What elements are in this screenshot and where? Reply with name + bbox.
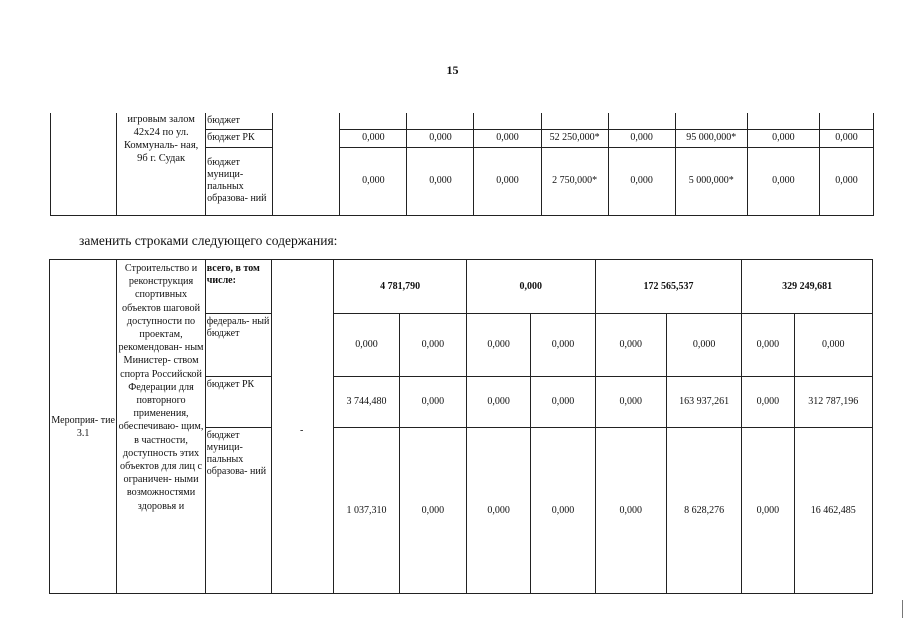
event-label: Мероприя- тие 3.1 — [50, 260, 117, 594]
scan-mark — [902, 600, 903, 618]
value-cell: 0,000 — [474, 129, 541, 147]
new-rows-table — [49, 259, 873, 594]
value-cell — [675, 113, 747, 129]
source-cell: бюджет муници- пальных образова- ний — [206, 147, 273, 215]
value-cell: 0,000 — [466, 314, 530, 377]
value-cell: 0,000 — [608, 147, 675, 215]
value-cell — [819, 113, 873, 129]
value-cell: 0,000 — [399, 314, 466, 377]
value-cell: 0,000 — [407, 147, 474, 215]
value-cell: 16 462,485 — [794, 428, 872, 594]
value-cell: 0,000 — [794, 314, 872, 377]
value-cell — [747, 113, 819, 129]
value-cell — [340, 113, 407, 129]
page-number: 15 — [446, 63, 459, 77]
source-cell: бюджет муници- пальных образова- ний — [205, 428, 271, 594]
total-value: 0,000 — [466, 260, 595, 314]
replace-heading: заменить строками следующего содержания: — [79, 233, 338, 248]
value-cell: 0,000 — [608, 129, 675, 147]
value-cell: 0,000 — [742, 314, 794, 377]
value-cell: 5 000,000* — [675, 147, 747, 215]
value-cell: 0,000 — [747, 147, 819, 215]
total-value: 329 249,681 — [742, 260, 873, 314]
value-cell: 1 037,310 — [334, 428, 399, 594]
value-cell: 0,000 — [340, 129, 407, 147]
previous-rows-table — [50, 113, 874, 216]
value-cell — [541, 113, 608, 129]
value-cell: 0,000 — [407, 129, 474, 147]
value-cell: 0,000 — [742, 377, 794, 428]
value-cell: 0,000 — [742, 428, 794, 594]
value-cell: 95 000,000* — [675, 129, 747, 147]
value-cell: 0,000 — [466, 428, 530, 594]
executor-cell-empty — [273, 113, 340, 215]
value-cell: 3 744,480 — [334, 377, 399, 428]
source-cell: бюджет — [206, 113, 273, 129]
source-cell: бюджет РК — [206, 129, 273, 147]
value-cell — [407, 113, 474, 129]
source-cell: федераль- ный бюджет — [205, 314, 271, 377]
value-cell: 0,000 — [595, 377, 666, 428]
source-cell: бюджет РК — [205, 377, 271, 428]
value-cell: 0,000 — [819, 129, 873, 147]
total-value: 4 781,790 — [334, 260, 467, 314]
value-cell: 2 750,000* — [541, 147, 608, 215]
value-cell: 0,000 — [474, 147, 541, 215]
value-cell — [608, 113, 675, 129]
value-cell: 0,000 — [531, 314, 595, 377]
value-cell: 52 250,000* — [541, 129, 608, 147]
value-cell: 0,000 — [334, 314, 399, 377]
value-cell: 0,000 — [399, 428, 466, 594]
value-cell — [474, 113, 541, 129]
value-cell: 0,000 — [595, 428, 666, 594]
value-cell: 0,000 — [595, 314, 666, 377]
value-cell: 0,000 — [531, 377, 595, 428]
value-cell: 0,000 — [747, 129, 819, 147]
value-cell: 8 628,276 — [666, 428, 741, 594]
location-text: игровым залом 42х24 по ул. Коммуналь- ная, 9б г. Судак — [117, 113, 206, 215]
event-description: Строительство и реконструкция спортивных объектов шаговой доступности по проектам, рекомендован- ным Министер- ством спорта Российской Федерации для повторного применения, обеспечиваю- щим, в частности, доступность этих объектов для лиц с ограничен- ными возможностями здоровья и — [117, 260, 205, 594]
value-cell: 0,000 — [819, 147, 873, 215]
value-cell: 163 937,261 — [666, 377, 741, 428]
value-cell: 312 787,196 — [794, 377, 872, 428]
total-value: 172 565,537 — [595, 260, 742, 314]
value-cell: 0,000 — [399, 377, 466, 428]
executor-dash: - — [300, 425, 304, 436]
value-cell: 0,000 — [466, 377, 530, 428]
value-cell: 0,000 — [531, 428, 595, 594]
value-cell: 0,000 — [340, 147, 407, 215]
total-label: всего, в том числе: — [205, 260, 271, 314]
event-cell-empty — [51, 113, 117, 215]
value-cell: 0,000 — [666, 314, 741, 377]
